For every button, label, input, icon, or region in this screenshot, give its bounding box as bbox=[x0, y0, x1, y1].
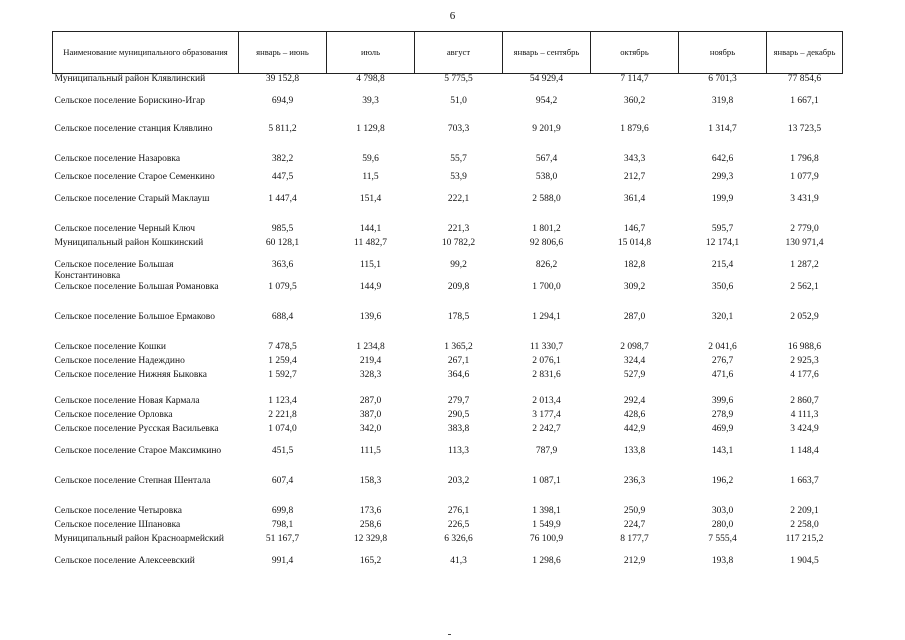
value-cell: 383,8 bbox=[447, 423, 470, 434]
value-cell: 2 098,7 bbox=[620, 341, 649, 352]
value-cell: 173,6 bbox=[359, 505, 382, 516]
municipality-name-cell: Сельское поселение Нижняя Быковка bbox=[54, 369, 207, 380]
table-row bbox=[53, 74, 843, 96]
value-cell: 826,2 bbox=[535, 259, 558, 270]
value-cell: 117 215,2 bbox=[785, 533, 824, 544]
value-cell: 236,3 bbox=[623, 475, 646, 486]
value-cell: 2 052,9 bbox=[790, 311, 819, 322]
value-cell: 360,2 bbox=[623, 95, 646, 106]
value-cell: 343,3 bbox=[623, 153, 646, 164]
value-cell: 328,3 bbox=[359, 369, 382, 380]
table-row bbox=[53, 410, 843, 424]
municipality-name-cell: Сельское поселение Старое Семенкино bbox=[54, 171, 215, 182]
value-cell: 595,7 bbox=[711, 223, 734, 234]
table-row bbox=[53, 520, 843, 534]
value-cell: 215,4 bbox=[711, 259, 734, 270]
value-cell: 1 592,7 bbox=[268, 369, 297, 380]
value-cell: 279,7 bbox=[447, 395, 470, 406]
table-row bbox=[53, 238, 843, 260]
table-row bbox=[53, 96, 843, 124]
table-row bbox=[53, 370, 843, 396]
value-cell: 77 854,6 bbox=[787, 74, 822, 84]
municipality-name-cell: Муниципальный район Клявлинский bbox=[54, 74, 206, 84]
value-cell: 1 294,1 bbox=[532, 311, 561, 322]
page-number: 6 bbox=[449, 10, 456, 22]
value-cell: 3 431,9 bbox=[790, 193, 819, 204]
value-cell: 2 779,0 bbox=[790, 223, 819, 234]
value-cell: 212,9 bbox=[623, 555, 646, 566]
value-cell: 442,9 bbox=[623, 423, 646, 434]
value-cell: 703,3 bbox=[447, 123, 470, 134]
value-cell: 4 111,3 bbox=[790, 409, 819, 420]
table-header-row bbox=[53, 32, 843, 74]
value-cell: 146,7 bbox=[623, 223, 646, 234]
municipality-name-cell: Сельское поселение Алексеевский bbox=[54, 555, 195, 566]
value-cell: 1 123,4 bbox=[268, 395, 297, 406]
value-cell: 798,1 bbox=[271, 519, 294, 530]
value-cell: 1 663,7 bbox=[790, 475, 819, 486]
table-row bbox=[53, 260, 843, 282]
value-cell: 1 259,4 bbox=[268, 355, 297, 366]
value-cell: 2 013,4 bbox=[532, 395, 561, 406]
table-row bbox=[53, 424, 843, 446]
value-cell: 2 221,8 bbox=[268, 409, 297, 420]
value-cell: 1 148,4 bbox=[790, 445, 819, 456]
municipality-name-cell: Сельское поселение Старый Маклауш bbox=[54, 193, 210, 204]
value-cell: 292,4 bbox=[623, 395, 646, 406]
municipality-name-cell: Муниципальный район Кошкинский bbox=[54, 237, 204, 248]
value-cell: 1 234,8 bbox=[356, 341, 385, 352]
value-cell: 1 549,9 bbox=[532, 519, 561, 530]
value-cell: 567,4 bbox=[535, 153, 558, 164]
value-cell: 276,1 bbox=[447, 505, 470, 516]
value-cell: 319,8 bbox=[711, 95, 734, 106]
table-row bbox=[53, 396, 843, 410]
municipality-name-cell: Сельское поселение станция Клявлино bbox=[54, 123, 213, 134]
table-row bbox=[53, 154, 843, 172]
municipality-name-cell: Сельское поселение Большое Ермаково bbox=[54, 311, 215, 322]
municipality-name-cell: Сельское поселение Черный Ключ bbox=[54, 223, 196, 234]
header-oct: октябрь bbox=[591, 32, 679, 74]
header-jan-jun: январь – июнь bbox=[239, 32, 327, 74]
value-cell: 113,3 bbox=[447, 445, 470, 456]
value-cell: 111,5 bbox=[360, 445, 381, 456]
value-cell: 399,6 bbox=[711, 395, 734, 406]
value-cell: 39,3 bbox=[362, 95, 379, 106]
value-cell: 151,4 bbox=[359, 193, 382, 204]
value-cell: 12 329,8 bbox=[353, 533, 388, 544]
value-cell: 76 100,9 bbox=[529, 533, 564, 544]
value-cell: 203,2 bbox=[447, 475, 470, 486]
value-cell: 382,2 bbox=[271, 153, 294, 164]
value-cell: 469,9 bbox=[711, 423, 734, 434]
value-cell: 11,5 bbox=[362, 171, 379, 182]
value-cell: 196,2 bbox=[711, 475, 734, 486]
value-cell: 1 079,5 bbox=[268, 281, 297, 292]
value-cell: 8 177,7 bbox=[620, 533, 649, 544]
municipality-name-cell: Муниципальный район Красноармейский bbox=[54, 533, 224, 544]
value-cell: 363,6 bbox=[271, 259, 294, 270]
value-cell: 688,4 bbox=[271, 311, 294, 322]
value-cell: 299,3 bbox=[711, 171, 734, 182]
value-cell: 267,1 bbox=[447, 355, 470, 366]
value-cell: 642,6 bbox=[711, 153, 734, 164]
value-cell: 699,8 bbox=[271, 505, 294, 516]
value-cell: 6 701,3 bbox=[708, 74, 737, 84]
municipality-name-cell: Сельское поселение Русская Васильевка bbox=[54, 423, 219, 434]
value-cell: 2 831,6 bbox=[532, 369, 561, 380]
table-row bbox=[53, 356, 843, 370]
value-cell: 1 700,0 bbox=[532, 281, 561, 292]
value-cell: 54 929,4 bbox=[529, 74, 564, 84]
value-cell: 92 806,6 bbox=[529, 237, 564, 248]
value-cell: 39 152,8 bbox=[265, 74, 300, 84]
municipality-name-cell: Сельское поселение Кошки bbox=[54, 341, 167, 352]
header-jan-dec: январь – декабрь bbox=[767, 32, 843, 74]
municipality-name-cell: Сельское поселение Четыровка bbox=[54, 505, 182, 516]
header-jan-sep: январь – сентябрь bbox=[503, 32, 591, 74]
table-row bbox=[53, 124, 843, 154]
value-cell: 7 478,5 bbox=[268, 341, 297, 352]
value-cell: 178,5 bbox=[447, 311, 470, 322]
value-cell: 144,1 bbox=[359, 223, 382, 234]
value-cell: 276,7 bbox=[711, 355, 734, 366]
table-row bbox=[53, 282, 843, 312]
value-cell: 158,3 bbox=[359, 475, 382, 486]
value-cell: 2 209,1 bbox=[790, 505, 819, 516]
table-row bbox=[53, 506, 843, 520]
table-row bbox=[53, 172, 843, 194]
value-cell: 15 014,8 bbox=[617, 237, 652, 248]
value-cell: 250,9 bbox=[623, 505, 646, 516]
value-cell: 2 041,6 bbox=[708, 341, 737, 352]
value-cell: 182,8 bbox=[623, 259, 646, 270]
value-cell: 222,1 bbox=[447, 193, 470, 204]
value-cell: 5 775,5 bbox=[444, 74, 473, 84]
value-cell: 3 424,9 bbox=[790, 423, 819, 434]
value-cell: 787,9 bbox=[535, 445, 558, 456]
value-cell: 538,0 bbox=[535, 171, 558, 182]
value-cell: 287,0 bbox=[623, 311, 646, 322]
value-cell: 41,3 bbox=[450, 555, 467, 566]
municipality-name-cell: Сельское поселение Большая Романовка bbox=[54, 281, 219, 292]
value-cell: 320,1 bbox=[711, 311, 734, 322]
value-cell: 428,6 bbox=[623, 409, 646, 420]
value-cell: 7 555,4 bbox=[708, 533, 737, 544]
value-cell: 1 801,2 bbox=[532, 223, 561, 234]
value-cell: 5 811,2 bbox=[268, 123, 297, 134]
value-cell: 193,8 bbox=[711, 555, 734, 566]
value-cell: 226,5 bbox=[447, 519, 470, 530]
value-cell: 278,9 bbox=[711, 409, 734, 420]
value-cell: 447,5 bbox=[271, 171, 294, 182]
value-cell: 303,0 bbox=[711, 505, 734, 516]
table-row bbox=[53, 194, 843, 224]
value-cell: 9 201,9 bbox=[532, 123, 561, 134]
value-cell: 985,5 bbox=[271, 223, 294, 234]
value-cell: 309,2 bbox=[623, 281, 646, 292]
municipality-name-cell: Сельское поселение Новая Кармала bbox=[54, 395, 200, 406]
value-cell: 4 177,6 bbox=[790, 369, 819, 380]
value-cell: 7 114,7 bbox=[620, 74, 649, 84]
value-cell: 2 258,0 bbox=[790, 519, 819, 530]
value-cell: 1 287,2 bbox=[790, 259, 819, 270]
value-cell: 1 796,8 bbox=[790, 153, 819, 164]
value-cell: 2 860,7 bbox=[790, 395, 819, 406]
value-cell: 53,9 bbox=[450, 171, 467, 182]
value-cell: 199,9 bbox=[711, 193, 734, 204]
table-row bbox=[53, 556, 843, 580]
header-aug: август bbox=[415, 32, 503, 74]
value-cell: 143,1 bbox=[711, 445, 734, 456]
value-cell: 1 087,1 bbox=[532, 475, 561, 486]
table-row bbox=[53, 224, 843, 238]
value-cell: 10 782,2 bbox=[441, 237, 476, 248]
value-cell: 2 588,0 bbox=[532, 193, 561, 204]
value-cell: 2 076,1 bbox=[532, 355, 561, 366]
table-row bbox=[53, 342, 843, 356]
value-cell: 51 167,7 bbox=[265, 533, 300, 544]
value-cell: 364,6 bbox=[447, 369, 470, 380]
table-row bbox=[53, 312, 843, 342]
value-cell: 258,6 bbox=[359, 519, 382, 530]
value-cell: 13 723,5 bbox=[787, 123, 822, 134]
value-cell: 130 971,4 bbox=[785, 237, 824, 248]
value-cell: 115,1 bbox=[359, 259, 382, 270]
municipal-data-table bbox=[52, 31, 843, 580]
value-cell: 212,7 bbox=[623, 171, 646, 182]
municipality-name-cell: Сельское поселение Борискино-Игар bbox=[54, 95, 206, 106]
value-cell: 1 074,0 bbox=[268, 423, 297, 434]
value-cell: 2 242,7 bbox=[532, 423, 561, 434]
value-cell: 954,2 bbox=[535, 95, 558, 106]
value-cell: 387,0 bbox=[359, 409, 382, 420]
value-cell: 16 988,6 bbox=[787, 341, 822, 352]
value-cell: 350,6 bbox=[711, 281, 734, 292]
value-cell: 1 447,4 bbox=[268, 193, 297, 204]
header-nov: ноябрь bbox=[679, 32, 767, 74]
municipality-name-cell: Сельское поселение Степная Шентала bbox=[54, 475, 211, 486]
value-cell: 1 879,6 bbox=[620, 123, 649, 134]
value-cell: 324,4 bbox=[623, 355, 646, 366]
value-cell: 2 925,3 bbox=[790, 355, 819, 366]
table-row bbox=[53, 446, 843, 476]
table-body bbox=[53, 74, 843, 580]
value-cell: 1 667,1 bbox=[790, 95, 819, 106]
value-cell: 6 326,6 bbox=[444, 533, 473, 544]
page-edge-mark bbox=[448, 634, 451, 635]
value-cell: 1 129,8 bbox=[356, 123, 385, 134]
value-cell: 3 177,4 bbox=[532, 409, 561, 420]
value-cell: 4 798,8 bbox=[356, 74, 385, 84]
value-cell: 607,4 bbox=[271, 475, 294, 486]
value-cell: 1 365,2 bbox=[444, 341, 473, 352]
value-cell: 694,9 bbox=[271, 95, 294, 106]
value-cell: 59,6 bbox=[362, 153, 379, 164]
value-cell: 55,7 bbox=[450, 153, 467, 164]
value-cell: 221,3 bbox=[447, 223, 470, 234]
value-cell: 1 298,6 bbox=[532, 555, 561, 566]
value-cell: 2 562,1 bbox=[790, 281, 819, 292]
value-cell: 219,4 bbox=[359, 355, 382, 366]
value-cell: 133,8 bbox=[623, 445, 646, 456]
value-cell: 1 398,1 bbox=[532, 505, 561, 516]
value-cell: 290,5 bbox=[447, 409, 470, 420]
value-cell: 471,6 bbox=[711, 369, 734, 380]
value-cell: 11 482,7 bbox=[354, 237, 387, 248]
header-jul: июль bbox=[327, 32, 415, 74]
table-row bbox=[53, 476, 843, 506]
value-cell: 287,0 bbox=[359, 395, 382, 406]
municipality-name-cell: Сельское поселение Назаровка bbox=[54, 153, 181, 164]
value-cell: 451,5 bbox=[271, 445, 294, 456]
value-cell: 342,0 bbox=[359, 423, 382, 434]
value-cell: 139,6 bbox=[359, 311, 382, 322]
value-cell: 991,4 bbox=[271, 555, 294, 566]
municipality-name-cell: Сельское поселение Большая Константиновка bbox=[54, 259, 174, 281]
header-municipality: Наименование муниципального образования bbox=[53, 32, 239, 74]
municipality-name-cell: Сельское поселение Шпановка bbox=[54, 519, 181, 530]
value-cell: 1 077,9 bbox=[790, 171, 819, 182]
value-cell: 12 174,1 bbox=[705, 237, 740, 248]
value-cell: 144,9 bbox=[359, 281, 382, 292]
value-cell: 165,2 bbox=[359, 555, 382, 566]
value-cell: 209,8 bbox=[447, 281, 470, 292]
value-cell: 527,9 bbox=[623, 369, 646, 380]
value-cell: 361,4 bbox=[623, 193, 646, 204]
municipality-name-cell: Сельское поселение Старое Максимкино bbox=[54, 445, 222, 456]
value-cell: 60 128,1 bbox=[265, 237, 300, 248]
value-cell: 99,2 bbox=[450, 259, 467, 270]
table-row bbox=[53, 534, 843, 556]
value-cell: 224,7 bbox=[623, 519, 646, 530]
municipality-name-cell: Сельское поселение Надеждино bbox=[54, 355, 185, 366]
value-cell: 51,0 bbox=[450, 95, 467, 106]
municipality-name-cell: Сельское поселение Орловка bbox=[54, 409, 173, 420]
value-cell: 1 904,5 bbox=[790, 555, 819, 566]
value-cell: 11 330,7 bbox=[530, 341, 563, 352]
value-cell: 280,0 bbox=[711, 519, 734, 530]
value-cell: 1 314,7 bbox=[708, 123, 737, 134]
